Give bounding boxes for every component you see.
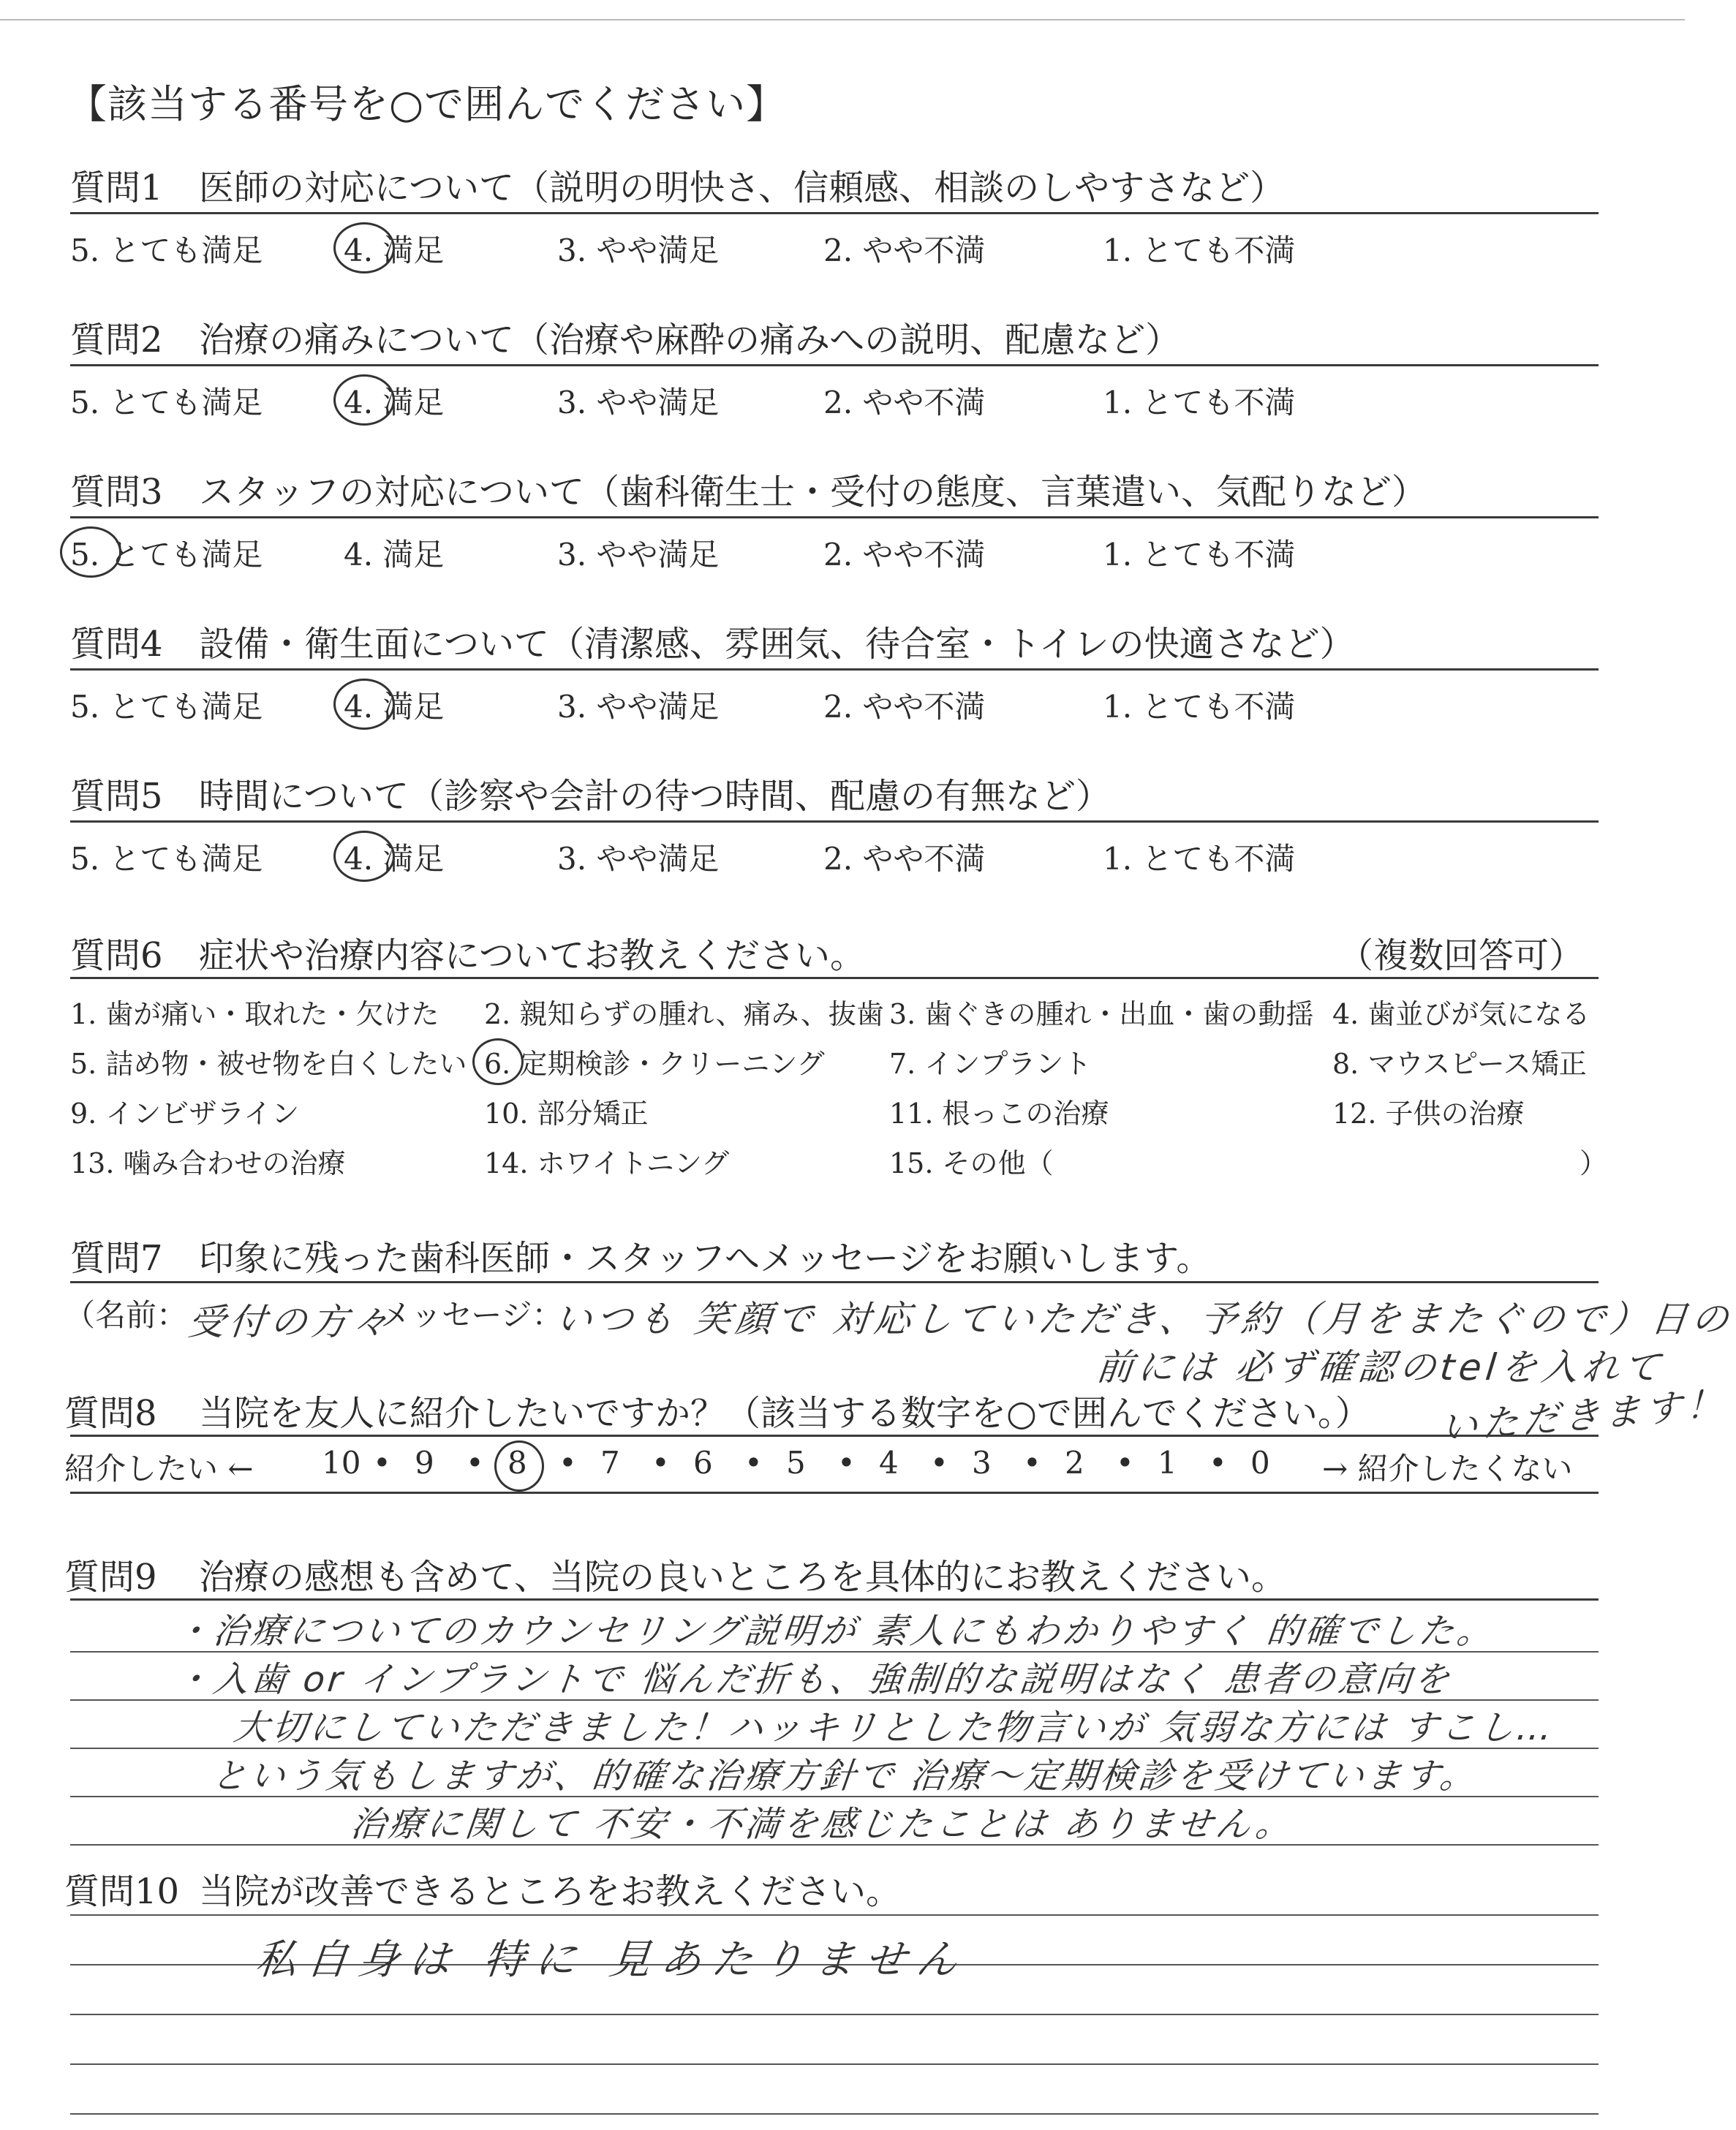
q1-option-3[interactable]: 3. やや満足 bbox=[557, 233, 720, 268]
q3-option-2[interactable]: 2. やや不満 bbox=[823, 537, 986, 573]
q8-scale-6[interactable]: 6 bbox=[693, 1445, 713, 1481]
q5-text: 時間について（診察や会計の待つ時間、配慮の有無など） bbox=[199, 776, 1112, 817]
q7-text: 印象に残った歯科医師・スタッフへメッセージをお願いします。 bbox=[199, 1238, 1212, 1279]
q6-option-16[interactable]: ） bbox=[1580, 1147, 1608, 1179]
q10-answer-line bbox=[70, 2014, 1599, 2015]
q3-option-4[interactable]: 4. 満足 bbox=[344, 537, 445, 573]
q6-option-6[interactable]: 6. 定期検診・クリーニング bbox=[484, 1048, 825, 1080]
q10-label: 質問10 bbox=[64, 1871, 180, 1912]
q7-name-value: 受付の方々 bbox=[186, 1301, 396, 1343]
q4-option-1[interactable]: 1. とても不満 bbox=[1103, 689, 1296, 725]
q7-message-line3: いただきます！ bbox=[1441, 1381, 1727, 1450]
q8-scale-separator: • bbox=[1023, 1445, 1041, 1481]
q8-scale-separator: • bbox=[837, 1445, 856, 1481]
q3-rule bbox=[70, 516, 1599, 518]
q10-text: 当院が改善できるところをお教えください。 bbox=[199, 1871, 902, 1912]
q2-option-1[interactable]: 1. とても不満 bbox=[1103, 385, 1296, 420]
q8-selection-circle bbox=[494, 1440, 544, 1492]
q8-scale-8[interactable]: 8 bbox=[507, 1445, 527, 1481]
q2-rule bbox=[70, 364, 1599, 366]
q7-rule bbox=[70, 1281, 1599, 1283]
q5-option-4[interactable]: 4. 満足 bbox=[344, 841, 445, 877]
q8-scale-separator: • bbox=[930, 1445, 948, 1481]
q2-option-4[interactable]: 4. 満足 bbox=[344, 385, 445, 420]
q4-selection-circle bbox=[333, 679, 395, 730]
q8-scale-5[interactable]: 5 bbox=[786, 1445, 806, 1481]
q3-option-1[interactable]: 1. とても不満 bbox=[1103, 537, 1296, 573]
q6-option-10[interactable]: 10. 部分矯正 bbox=[484, 1098, 649, 1130]
q8-scale-separator: • bbox=[744, 1445, 763, 1481]
q8-scale-separator: • bbox=[559, 1445, 577, 1481]
q8-scale-3[interactable]: 3 bbox=[972, 1445, 992, 1481]
q6-option-5[interactable]: 5. 詰め物・被せ物を白くしたい bbox=[70, 1048, 467, 1080]
q6-note: （複数回答可） bbox=[1338, 935, 1585, 976]
q1-rule bbox=[70, 212, 1599, 214]
q8-scale-10[interactable]: 10 bbox=[322, 1445, 361, 1481]
q4-text: 設備・衛生面について（清潔感、雰囲気、待合室・トイレの快適さなど） bbox=[199, 624, 1355, 665]
q2-option-2[interactable]: 2. やや不満 bbox=[823, 385, 986, 420]
q6-option-3[interactable]: 3. 歯ぐきの腫れ・出血・歯の動揺 bbox=[889, 998, 1314, 1030]
q8-scale-separator: • bbox=[652, 1445, 670, 1481]
q2-option-3[interactable]: 3. やや満足 bbox=[557, 385, 720, 420]
q9-answer-line-5: 治療に関して 不安・不満を感じたことは ありません。 bbox=[348, 1804, 1296, 1845]
q1-selection-circle bbox=[333, 222, 395, 273]
q2-option-5[interactable]: 5. とても満足 bbox=[70, 385, 263, 420]
q8-rule bbox=[70, 1435, 1599, 1437]
q1-option-4[interactable]: 4. 満足 bbox=[344, 233, 445, 268]
q5-selection-circle bbox=[333, 831, 395, 882]
q10-answer-line bbox=[70, 1914, 1599, 1916]
q7-name-label: （名前： bbox=[64, 1297, 188, 1333]
q5-option-2[interactable]: 2. やや不満 bbox=[823, 841, 986, 877]
q8-scale-4[interactable]: 4 bbox=[879, 1445, 899, 1481]
q3-label: 質問3 bbox=[70, 472, 163, 513]
q4-option-5[interactable]: 5. とても満足 bbox=[70, 689, 263, 725]
q6-label: 質問6 bbox=[70, 935, 163, 976]
q6-option-2[interactable]: 2. 親知らずの腫れ、痛み、抜歯 bbox=[484, 998, 884, 1030]
q6-option-12[interactable]: 12. 子供の治療 bbox=[1332, 1098, 1525, 1130]
q2-label: 質問2 bbox=[70, 320, 163, 360]
q9-text: 治療の感想も含めて、当院の良いところを具体的にお教えください。 bbox=[199, 1557, 1287, 1598]
q10-answer: 私自身は 特に 見あたりません bbox=[253, 1936, 970, 1984]
q6-option-9[interactable]: 9. インビザライン bbox=[70, 1098, 300, 1130]
q8-scale-7[interactable]: 7 bbox=[600, 1445, 620, 1481]
q9-answer-line-1: ・治療についてのカウンセリング説明が 素人にもわかりやすく 的確でした。 bbox=[173, 1611, 1498, 1652]
q5-label: 質問5 bbox=[70, 776, 163, 817]
scan-top-edge bbox=[0, 19, 1685, 20]
q10-answer-line bbox=[70, 2113, 1599, 2115]
q8-rule-bottom bbox=[70, 1492, 1599, 1494]
q6-rule bbox=[70, 977, 1599, 979]
q8-text: 当院を友人に紹介したいですか？（該当する数字を○で囲んでください。） bbox=[199, 1393, 1370, 1434]
q8-scale-separator: • bbox=[373, 1445, 391, 1481]
q8-scale-1[interactable]: 1 bbox=[1158, 1445, 1177, 1481]
q1-text: 医師の対応について（説明の明快さ、信頼感、相談のしやすさなど） bbox=[199, 167, 1286, 208]
q2-selection-circle bbox=[333, 374, 395, 426]
q9-answer-line-2: ・入歯 or インプラントで 悩んだ折も、強制的な説明はなく 患者の意向を bbox=[173, 1659, 1454, 1700]
q5-option-5[interactable]: 5. とても満足 bbox=[70, 841, 263, 877]
q6-option-14[interactable]: 14. ホワイトニング bbox=[484, 1147, 730, 1179]
q1-option-1[interactable]: 1. とても不満 bbox=[1103, 233, 1296, 268]
q1-label: 質問1 bbox=[70, 167, 163, 208]
q6-option-13[interactable]: 13. 噛み合わせの治療 bbox=[70, 1147, 346, 1179]
q5-option-1[interactable]: 1. とても不満 bbox=[1103, 841, 1296, 877]
q5-rule bbox=[70, 820, 1599, 823]
q8-scale-0[interactable]: 0 bbox=[1250, 1445, 1270, 1481]
q1-option-2[interactable]: 2. やや不満 bbox=[823, 233, 986, 268]
q6-option-7[interactable]: 7. インプラント bbox=[889, 1048, 1092, 1080]
q6-option-4[interactable]: 4. 歯並びが気になる bbox=[1332, 998, 1590, 1030]
q8-scale-9[interactable]: 9 bbox=[415, 1445, 434, 1481]
q4-option-2[interactable]: 2. やや不満 bbox=[823, 689, 986, 725]
q9-rule bbox=[70, 1598, 1599, 1601]
q4-option-4[interactable]: 4. 満足 bbox=[344, 689, 445, 725]
q6-option-8[interactable]: 8. マウスピース矯正 bbox=[1332, 1048, 1587, 1080]
q4-label: 質問4 bbox=[70, 624, 163, 665]
q9-label: 質問9 bbox=[64, 1557, 157, 1598]
q3-text: スタッフの対応について（歯科衛生士・受付の態度、言葉遣い、気配りなど） bbox=[199, 472, 1427, 513]
q7-message-line2: 前には 必ず確認のtelを入れて bbox=[1094, 1346, 1667, 1389]
q7-message-label: メッセージ： bbox=[380, 1297, 563, 1333]
q6-option-15[interactable]: 15. その他（ bbox=[889, 1147, 1054, 1179]
q6-option-1[interactable]: 1. 歯が痛い・取れた・欠けた bbox=[70, 998, 439, 1030]
q7-message-line1: いつも 笑顔で 対応していただき、予約（月をまたぐので）日の bbox=[553, 1298, 1735, 1340]
q2-text: 治療の痛みについて（治療や麻酔の痛みへの説明、配慮など） bbox=[199, 320, 1181, 360]
q8-scale-separator: • bbox=[466, 1445, 484, 1481]
q4-option-3[interactable]: 3. やや満足 bbox=[557, 689, 720, 725]
q1-option-5[interactable]: 5. とても満足 bbox=[70, 233, 263, 268]
q3-selection-circle bbox=[60, 526, 121, 578]
q7-label: 質問7 bbox=[70, 1238, 163, 1279]
q9-answer-line-3: 大切にしていただきました！ハッキリとした物言いが 気弱な方には すこし… bbox=[231, 1707, 1558, 1748]
q6-option-11[interactable]: 11. 根っこの治療 bbox=[889, 1098, 1109, 1130]
q5-option-3[interactable]: 3. やや満足 bbox=[557, 841, 720, 877]
q8-scale-separator: • bbox=[1209, 1445, 1227, 1481]
q6-text: 症状や治療内容についてお教えください。 bbox=[199, 935, 866, 976]
form-heading: 【該当する番号を○で囲んでください】 bbox=[67, 81, 787, 127]
q6-selection-circle bbox=[472, 1038, 524, 1085]
q8-left-label: 紹介したい ← bbox=[64, 1451, 254, 1487]
q8-scale-separator: • bbox=[1116, 1445, 1134, 1481]
q9-answer-line-4: という気もしますが、的確な治療方針で 治療～定期検診を受けています。 bbox=[209, 1756, 1480, 1797]
q3-option-3[interactable]: 3. やや満足 bbox=[557, 537, 720, 573]
q8-label: 質問8 bbox=[64, 1393, 157, 1434]
q3-option-5[interactable]: 5. とても満足 bbox=[70, 537, 263, 573]
q10-answer-line bbox=[70, 2063, 1599, 2065]
q8-right-label: → 紹介したくない bbox=[1322, 1451, 1573, 1487]
q4-rule bbox=[70, 668, 1599, 671]
q8-scale-2[interactable]: 2 bbox=[1065, 1445, 1084, 1481]
